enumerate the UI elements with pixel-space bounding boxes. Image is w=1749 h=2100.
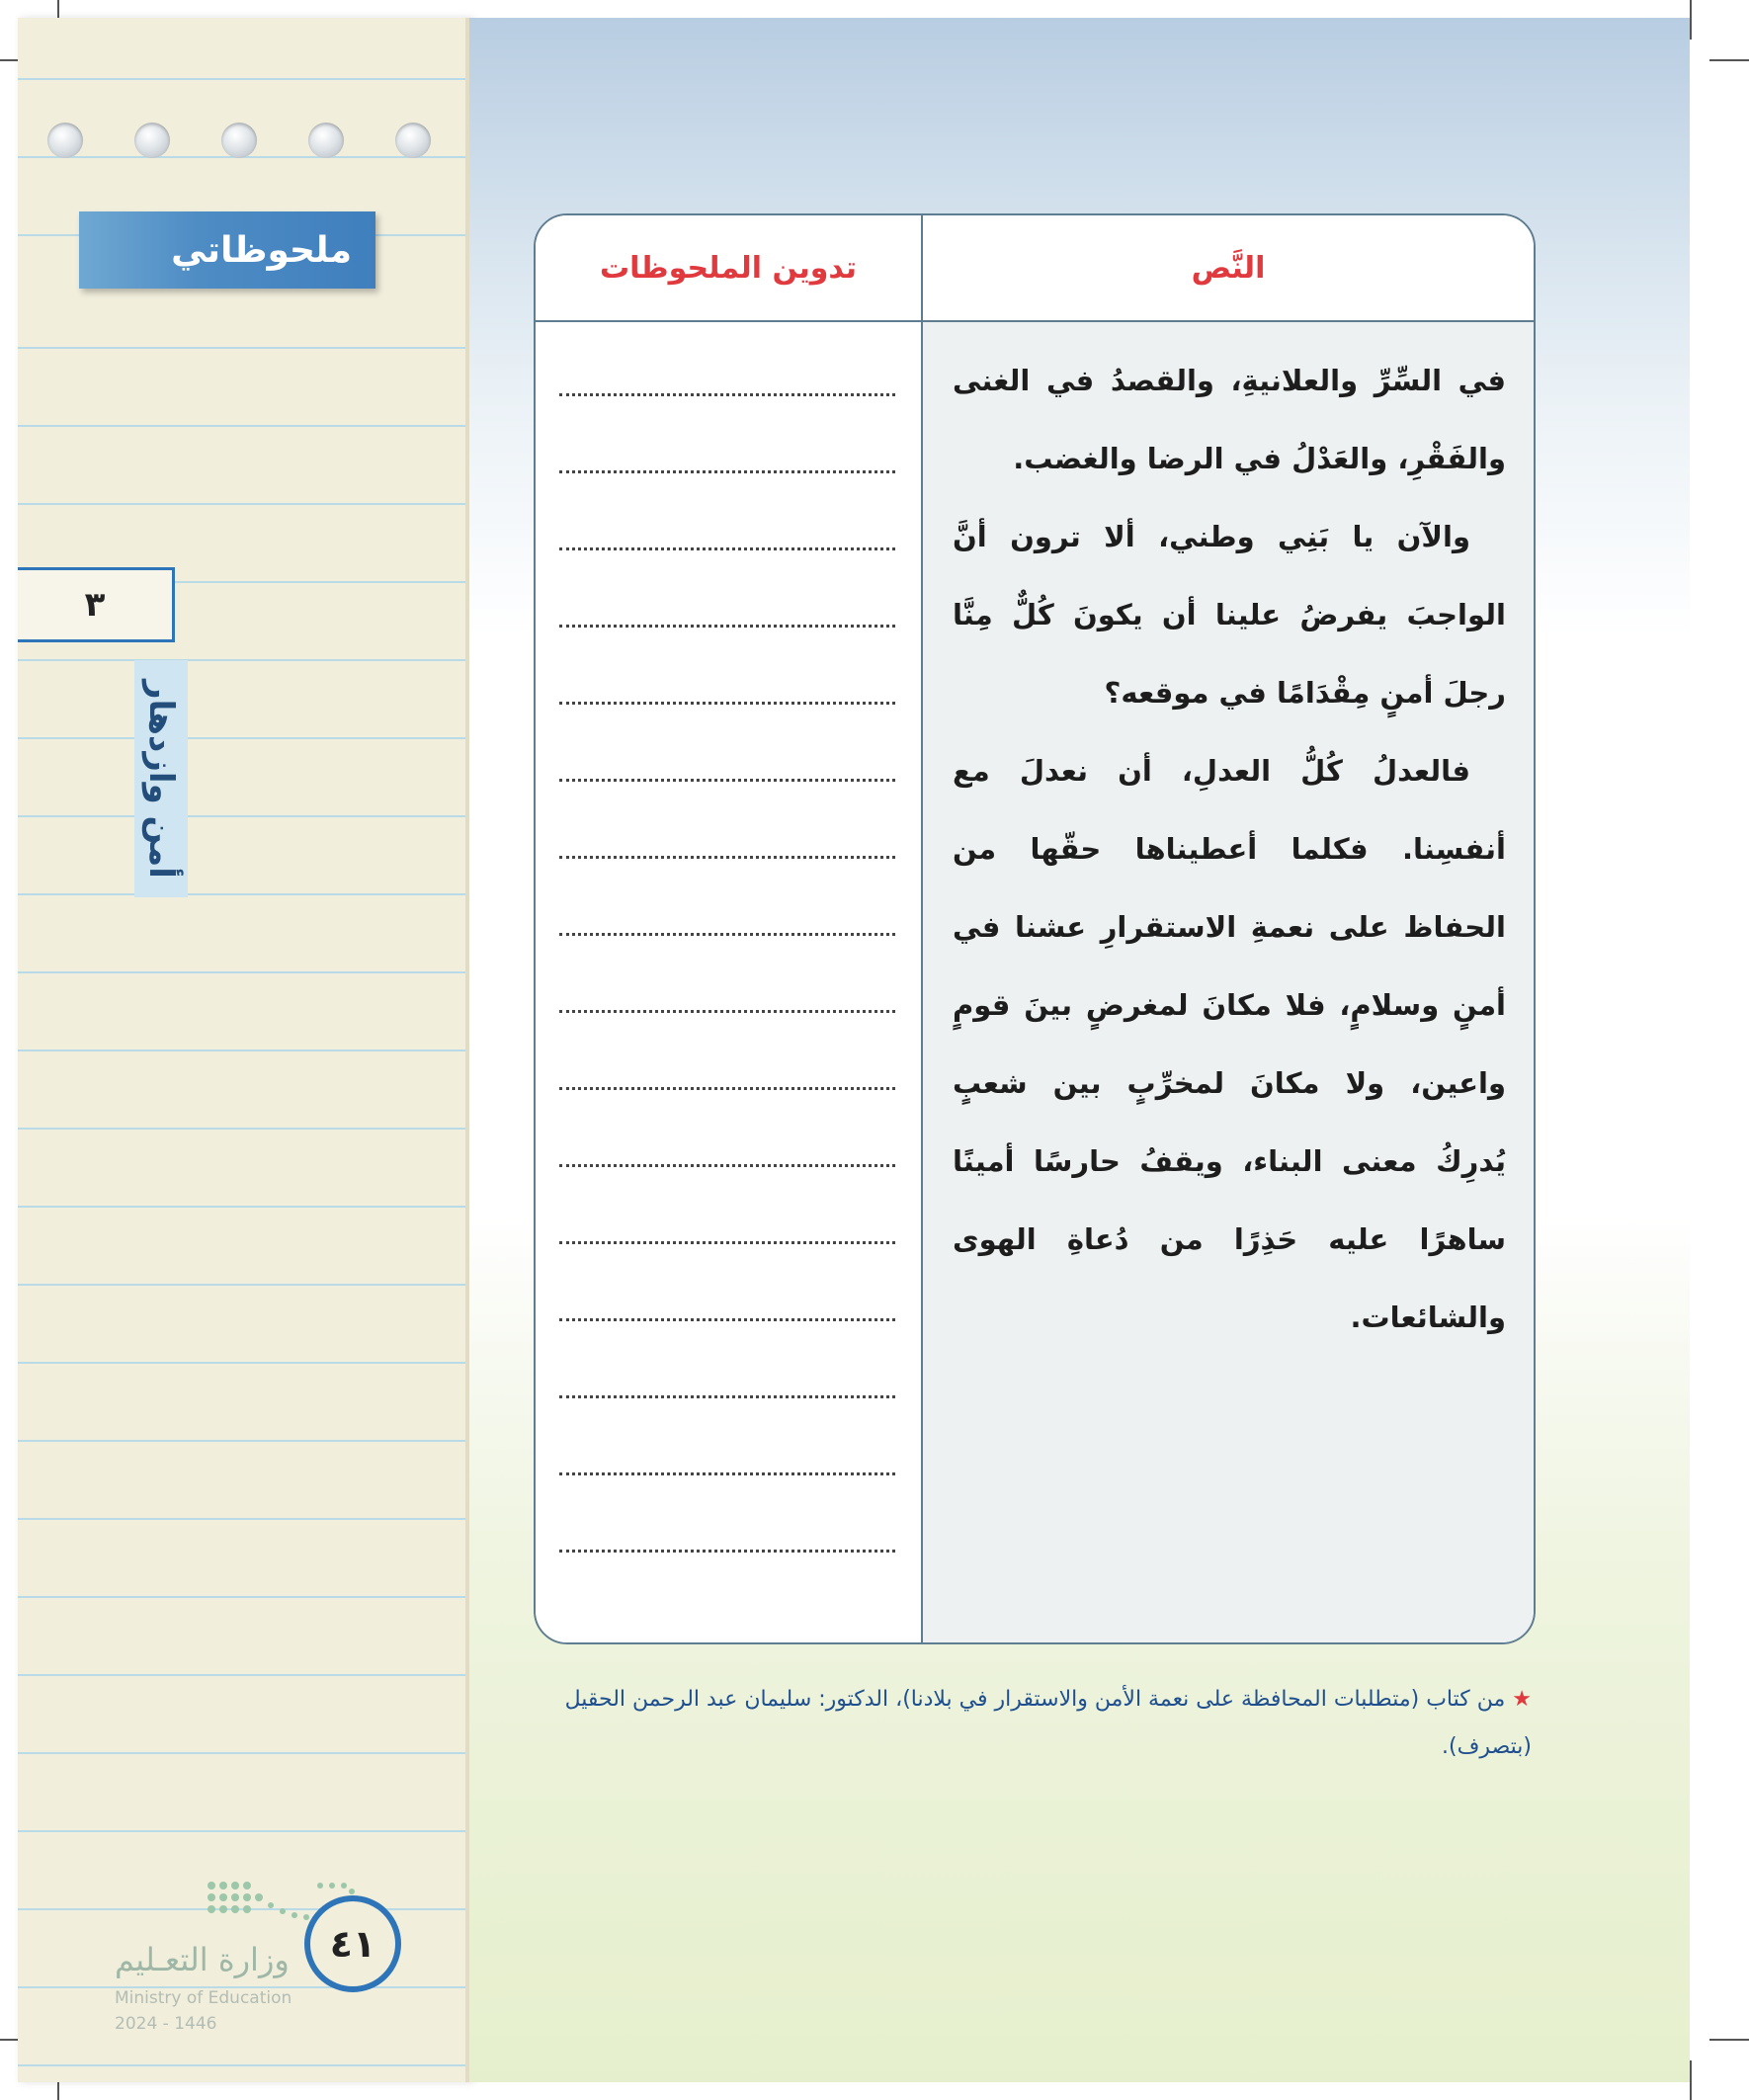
binder-holes [47, 123, 431, 158]
binder-hole [221, 123, 257, 158]
notes-column [536, 215, 923, 1642]
ministry-name-en: Ministry of Education [115, 1988, 292, 2008]
text-column [923, 215, 1534, 1642]
my-notes-label: ملحوظاتي [171, 229, 352, 271]
reading-table [534, 213, 1536, 1644]
note-line[interactable] [559, 856, 895, 859]
unit-title: أمن وازدهار [141, 679, 181, 879]
unit-number: ٣ [84, 585, 106, 625]
passage-paragraph: والآن يا بَنِي وطني، ألا ترون أنَّ الواجبَ يفرضُ علينا أن يكونَ كُلٌّ مِنَّا رجلَ أمنٍ مِقْدَامًا في موقعه؟ [953, 520, 1506, 710]
page-number: ٤١ [329, 1922, 376, 1966]
passage-paragraph: فالعدلُ كُلُّ العدلِ، أن نعدلَ مع أنفسِنا. فكلما أعطيناها حقّها من الحفاظ على نعمةِ الاستقرارِ عشنا في أمنٍ وسلامٍ، فلا مكانَ لمغرضٍ بينَ قومٍ واعين، ولا مكانَ لمخرِّبٍ بين شعبٍ يُدرِكُ معنى البناء، ويقفُ حارسًا أمينًا ساهرًا عليه حَذِرًا من دُعاةِ الهوى والشائعات. [953, 754, 1506, 1334]
note-line[interactable] [559, 393, 895, 396]
page-number-circle [304, 1895, 401, 1992]
crop-mark [1709, 59, 1749, 61]
notes-sidebar [18, 18, 471, 2082]
note-line[interactable] [559, 702, 895, 705]
note-line[interactable] [559, 547, 895, 550]
unit-number-box [18, 567, 175, 642]
note-line[interactable] [559, 1087, 895, 1090]
note-line[interactable] [559, 1241, 895, 1244]
note-line[interactable] [559, 1395, 895, 1398]
text-header-label: النَّص [1191, 250, 1266, 286]
my-notes-tab [79, 211, 375, 289]
note-line[interactable] [559, 1010, 895, 1013]
note-line[interactable] [559, 625, 895, 628]
binder-hole [308, 123, 344, 158]
crop-mark [1690, 2060, 1692, 2100]
notes-header-label: تدوين الملحوظات [600, 250, 857, 286]
reading-passage [953, 342, 1506, 1357]
binder-hole [134, 123, 170, 158]
note-line[interactable] [559, 779, 895, 782]
footnote-text: من كتاب (متطلبات المحافظة على نعمة الأمن والاستقرار في بلادنا)، الدكتور: سليمان عبد الرحمن الحقيل (بتصرف). [564, 1687, 1532, 1759]
ministry-year: 2024 - 1446 [115, 2014, 217, 2034]
text-column-header [923, 215, 1534, 322]
note-line[interactable] [559, 933, 895, 936]
binder-hole [47, 123, 83, 158]
passage-paragraph: في السِّرِّ والعلانيةِ، والقصدُ في الغنى والفَقْرِ، والعَدْلُ في الرضا والغضب. [953, 364, 1506, 475]
ministry-name-ar: وزارة التعـليم [115, 1941, 290, 1978]
source-footnote [534, 1676, 1532, 1771]
unit-title-ribbon [134, 660, 188, 897]
note-line[interactable] [559, 1550, 895, 1553]
note-line[interactable] [559, 470, 895, 473]
note-line[interactable] [559, 1318, 895, 1321]
crop-mark [1709, 2039, 1749, 2041]
crop-mark [1690, 0, 1692, 40]
note-line[interactable] [559, 1472, 895, 1475]
notes-column-header [536, 215, 921, 322]
binder-hole [395, 123, 431, 158]
star-icon: ★ [1512, 1687, 1532, 1712]
note-line[interactable] [559, 1164, 895, 1167]
